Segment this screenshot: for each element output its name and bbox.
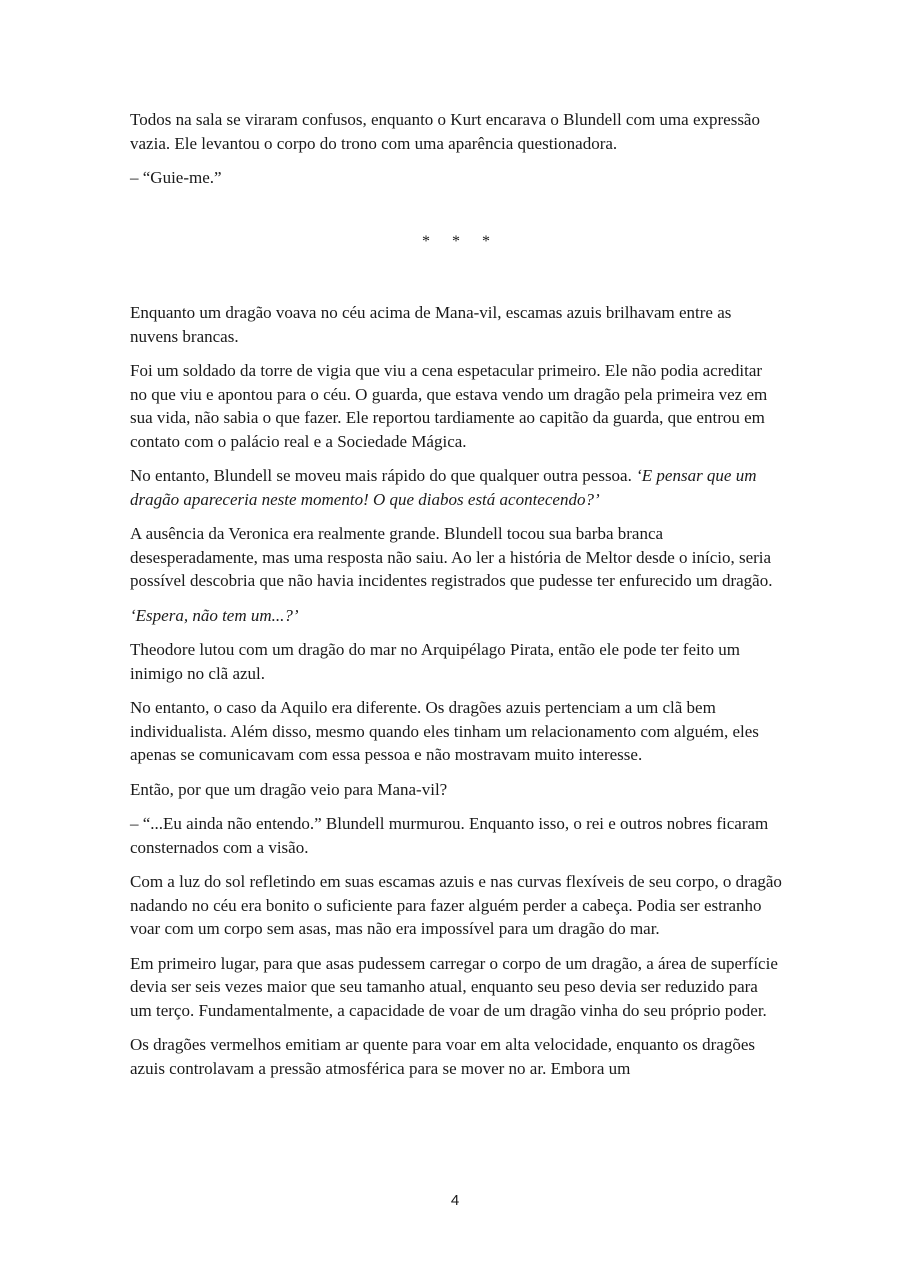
inner-thought <box>130 604 782 628</box>
paragraph: Enquanto um dragão voava no céu acima de Mana-vil, escamas azuis brilhavam entre as nuvens brancas. <box>130 303 732 346</box>
page-number: 4 <box>450 1192 460 1209</box>
paragraph-text: No entanto, Blundell se moveu mais rápido do que qualquer outra pessoa. <box>130 466 632 485</box>
dialogue-line: – “...Eu ainda não entendo.” Blundell murmurou. Enquanto isso, o rei e outros nobres ficaram consternados com a visão. <box>130 814 769 857</box>
paragraph: Em primeiro lugar, para que asas pudessem carregar o corpo de um dragão, a área de superfície devia ser seis vezes maior que seu tamanho atual, enquanto seu peso devia ser reduzido para um terço. Fundamentalmente, a capacidade de voar de um dragão vinha do seu próprio poder. <box>130 953 778 1020</box>
paragraph: No entanto, o caso da Aquilo era diferente. Os dragões azuis pertenciam a um clã bem individualista. Além disso, mesmo quando eles tinham um relacionamento com alguém, eles apenas se comunicavam com essa pessoa e não mostravam muito interesse. <box>130 698 759 764</box>
inner-thought-text: ‘Espera, não tem um...?’ <box>130 605 299 625</box>
paragraph: A ausência da Veronica era realmente grande. Blundell tocou sua barba branca desesperadamente, mas uma resposta não saiu. Ao ler a história de Meltor desde o início, seria possível descobria que não havia incidentes registrados que pudesse ter enfurecido um dragão. <box>130 524 773 590</box>
paragraph: Theodore lutou com um dragão do mar no Arquipélago Pirata, então ele pode ter feito um inimigo no clã azul. <box>130 640 740 683</box>
inner-thought: ‘E pensar que um dragão apareceria neste momento! O que diabos está acontecendo?’ <box>130 466 757 509</box>
paragraph: Foi um soldado da torre de vigia que viu a cena espetacular primeiro. Ele não podia acreditar no que viu e apontou para o céu. O guarda, que estava vendo um dragão pela primeira vez em sua vida, não sabia o que fazer. Ele reportou tardiamente ao capitão da guarda, que entrou em contato com o palácio real e a Sociedade Mágica. <box>130 361 768 451</box>
body-text <box>130 108 782 1091</box>
paragraph: Todos na sala se viraram confusos, enquanto o Kurt encarava o Blundell com uma expressão vazia. Ele levantou o corpo do trono com uma aparência questionadora. <box>130 110 760 153</box>
dialogue-line: – “Guie-me.” <box>130 168 222 187</box>
paragraph: Com a luz do sol refletindo em suas escamas azuis e nas curvas flexíveis de seu corpo, o dragão nadando no céu era bonito o suficiente para fazer alguém perder a cabeça. Podia ser estranho voar com um corpo sem asas, mas não era impossível para um dragão do mar. <box>130 872 782 938</box>
scene-break: * * * <box>422 232 490 250</box>
paragraph: Então, por que um dragão veio para Mana-vil? <box>130 779 448 799</box>
paragraph <box>130 464 782 511</box>
paragraph: Os dragões vermelhos emitiam ar quente para voar em alta velocidade, enquanto os dragões azuis controlavam a pressão atmosférica para se mover no ar. Embora um <box>130 1035 755 1078</box>
